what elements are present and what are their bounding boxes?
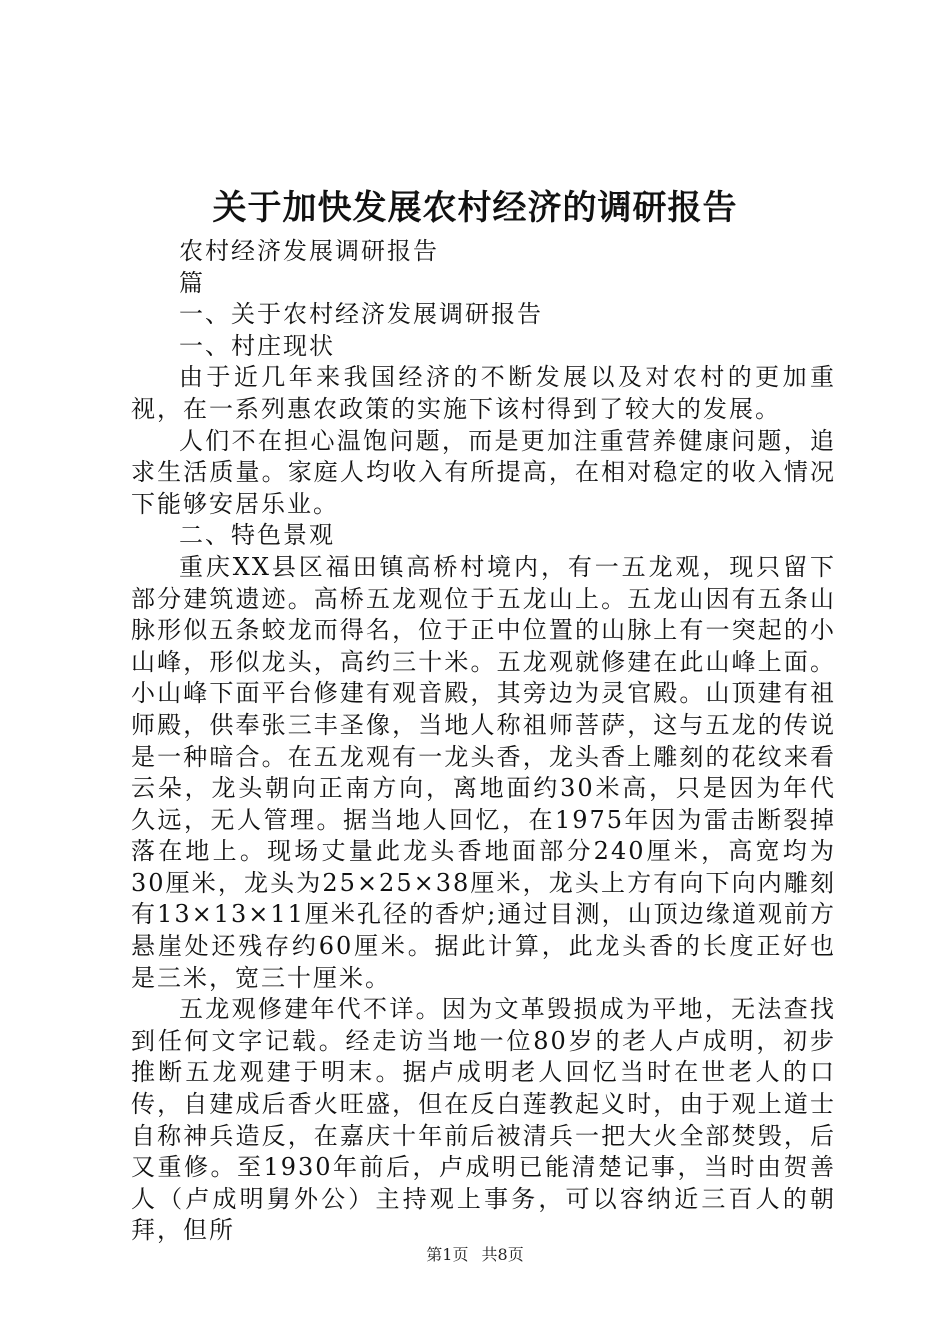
- page-footer: [0, 1244, 950, 1266]
- subtitle-line: 农村经济发展调研报告: [179, 237, 439, 265]
- document-body: [131, 236, 836, 1247]
- paragraph: 重庆XX县区福田镇高桥村境内，有一五龙观，现只留下部分建筑遗迹。高桥五龙观位于五龙山上。五龙山因有五条山脉形似五条蛟龙而得名，位于正中位置的山脉上有一突起的小山峰，形似龙头，高约三十米。五龙观就修建在此山峰上面。小山峰下面平台修建有观音殿，其旁边为灵官殿。山顶建有祖师殿，供奉张三丰圣像，当地人称祖师菩萨，这与五龙的传说是一种暗合。在五龙观有一龙头香，龙头香上雕刻的花纹来看云朵，龙头朝向正南方向，离地面约30米高，只是因为年代久远，无人管理。据当地人回忆，在1975年因为雷击断裂掉落在地上。现场丈量此龙头香地面部分240厘米，高宽均为30厘米，龙头为25×25×38厘米，龙头上方有向下向内雕刻有13×13×11厘米孔径的香炉;通过目测，山顶边缘道观前方悬崖处还残存约60厘米。据此计算，此龙头香的长度正好也是三米，宽三十厘米。: [131, 552, 836, 992]
- page-number: 第1页: [426, 1245, 469, 1264]
- section-marker: 篇: [179, 268, 205, 297]
- section-heading: 二、特色景观: [179, 521, 335, 550]
- section-heading: 一、关于农村经济发展调研报告: [179, 300, 543, 329]
- section-heading: 一、村庄现状: [179, 331, 335, 360]
- document-title: 关于加快发展农村经济的调研报告: [212, 188, 738, 228]
- page-total: 共8页: [481, 1245, 524, 1264]
- paragraph: 五龙观修建年代不详。因为文革毁损成为平地，无法查找到任何文字记载。经走访当地一位80岁的老人卢成明，初步推断五龙观建于明末。据卢成明老人回忆当时在世老人的口传，自建成后香火旺盛，但在反白莲教起义时，由于观上道士自称神兵造反，在嘉庆十年前后被清兵一把大火全部焚毁，后又重修。至1930年前后，卢成明已能清楚记事，当时由贺善人（卢成明舅外公）主持观上事务，可以容纳近三百人的朝拜，但所: [131, 995, 836, 1245]
- paragraph: 人们不在担心温饱问题，而是更加注重营养健康问题，追求生活质量。家庭人均收入有所提高，在相对稳定的收入情况下能够安居乐业。: [131, 426, 836, 518]
- paragraph: 由于近几年来我国经济的不断发展以及对农村的更加重视，在一系列惠农政策的实施下该村得到了较大的发展。: [131, 363, 836, 423]
